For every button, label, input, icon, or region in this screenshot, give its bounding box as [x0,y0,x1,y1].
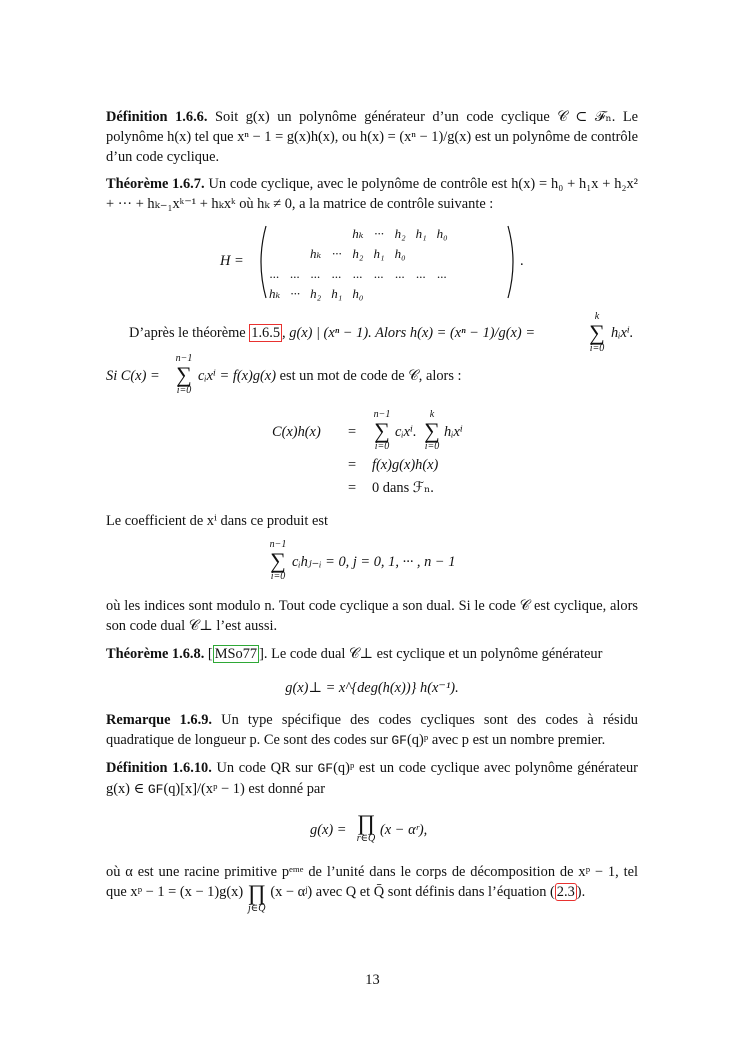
gf-label: GF [391,733,407,748]
para2-tail: est un mot de code de 𝒞, alors : [276,368,462,384]
para4-text: où les indices sont modulo n. Tout code cyclique a son dual. Si le code 𝒞 est cyclique, alors son code dual 𝒞⊥ l’est aussi. [106,598,638,634]
gf-label: GF [317,761,334,776]
sum-top: n−1 [373,409,391,420]
sum-bottom: i=0 [589,343,605,354]
matrix-end: . [520,253,524,269]
sum-icon: ∑ [176,362,192,387]
equation-ref-link[interactable]: 2.3 [556,884,575,900]
matrix-lhs: H = [220,253,244,269]
definition-text-1: Un code QR sur [216,760,318,776]
theorem-1-6-7 [106,174,638,214]
sum-operator [585,312,609,354]
para-tail: hᵢxⁱ. [611,325,634,341]
align-line-2: f(x)g(x)h(x) [372,457,439,473]
theorem-ref-link[interactable]: 1.6.5 [251,325,281,341]
coefficient-equation [266,540,506,584]
definition-text-2: (q)ᵖ est un code cyclique avec polynôme générateur g(x) ∈ [106,760,638,797]
para5-text-2: (x − αʲ) avec Q et Q̄ sont définis dans l’équation ( [270,884,555,900]
definition-text-3: (q)[x]/(xᵖ − 1) est donné par [163,781,326,797]
paragraph-primitive-root [106,862,638,922]
para-prefix: D’après le théorème [129,325,250,341]
paragraph-theorem-ref [129,312,639,356]
sum-operator [172,354,196,396]
coef-body: cᵢhⱼ₋ᵢ = 0, j = 0, 1, ··· , n − 1 [292,554,456,570]
align-line-3: 0 dans ℱₙ. [372,480,434,496]
page-number: 13 [365,972,380,988]
para2-prefix: Si C(x) = [106,368,160,384]
para5-text-1: où α est une racine primitive pᵉᵐᵉ de l’unité dans le corps de décomposition de xᵖ − 1, tel que xᵖ − 1 = (x − 1)g(x) [106,864,638,900]
matrix-row: ... ... ... ... ... ... ... ... ... [269,266,448,281]
gen-body: (x − αʳ), [380,822,428,838]
definition-label: Définition 1.6.6. [106,109,208,125]
theorem-1-6-8: Théorème 1.6.8. [ MSo77 ]. Le code dual 𝒞⊥ est cyclique et un polynôme générateur [106,646,603,662]
align-term-2: hᵢxⁱ [444,424,463,440]
sum-top: k [594,311,600,322]
remark-1-6-9 [106,710,638,751]
para2-middle: cᵢxⁱ = f(x)g(x) [198,368,276,384]
align-eq-1: = [348,424,357,440]
aligned-equations [272,410,512,500]
citation-link[interactable]: MSo77 [214,646,258,662]
product-icon: ∏ [247,880,266,905]
para3-text: Le coefficient de xⁱ dans ce produit est [106,513,329,529]
theorem-label: Théorème 1.6.7. [106,176,205,192]
paragraph-coefficient [106,511,638,531]
product-operator [247,882,267,914]
product-operator [354,812,378,844]
align-eq-2: = [348,457,357,473]
control-matrix [220,222,530,300]
matrix-row: hₖ ··· h₂ h₁ h₀ [352,226,448,241]
sum-bottom: i=0 [270,571,286,582]
sum-operator [266,540,290,582]
gf-label-2: GF [147,782,164,797]
paragraph-codeword [106,354,626,398]
sum-bottom: i=0 [374,441,390,452]
definition-label: Définition 1.6.10. [106,760,212,776]
matrix-row: hₖ ··· h₂ h₁ h₀ [269,286,364,301]
sum-icon: ∑ [589,320,605,345]
sum-top: n−1 [269,539,287,550]
sum-operator [422,410,442,452]
dual-equation-text: g(x)⊥ = x^{deg(h(x))} h(x⁻¹). [285,680,459,696]
sum-icon: ∑ [374,418,390,443]
definition-text: Soit g(x) un polynôme générateur d’un code cyclique 𝒞 ⊂ ℱₙ. Le polynôme h(x) tel que xⁿ − 1 = g(x)h(x), ou h(x) = (xⁿ − 1)/g(x) est un polynôme de contrôle d’un code cyclique. [106,109,638,165]
remark-text-2: (q)ᵖ avec p est un nombre premier. [406,732,606,748]
remark-text-1: Un type spécifique des codes cycliques sont des codes à résidu quadratique de longueur p. Ce sont des codes sur [106,712,638,748]
para5-text-3: ). [576,884,586,900]
definition-1-6-6 [106,107,638,167]
theorem-text: Un code cyclique, avec le polynôme de contrôle est h(x) = h₀ + h₁x + h₂x² + ··· + hₖ₋₁xᵏ⁻¹ + hₖxᵏ où hₖ ≠ 0, a la matrice de contrôle suivante : [106,176,638,212]
sum-top: n−1 [175,353,193,364]
product-bottom: j∈Q̄ [248,903,266,914]
product-icon: ∏ [356,810,376,835]
align-lhs: C(x)h(x) [272,424,321,440]
sum-operator [370,410,394,452]
sum-bottom: i=0 [176,385,192,396]
product-bottom: r∈Q [356,833,376,844]
matrix-body [264,224,453,304]
theorem-label: Théorème 1.6.8. [106,646,205,662]
right-paren-icon [506,224,520,300]
sum-icon: ∑ [424,418,440,443]
definition-1-6-10 [106,758,638,800]
align-term-1: cᵢxⁱ. [395,424,417,440]
remark-label: Remarque 1.6.9. [106,712,213,728]
align-eq-3: = [348,480,357,496]
gen-lhs: g(x) = [310,822,347,838]
para-middle: , g(x) | (xⁿ − 1). Alors h(x) = (xⁿ − 1)/g(x) = [282,325,536,341]
sum-icon: ∑ [270,548,286,573]
theorem-text: . Le code dual 𝒞⊥ est cyclique et un polynôme générateur [263,646,603,662]
dual-equation [106,678,638,698]
sum-bottom: i=0 [424,441,440,452]
sum-top: k [429,409,435,420]
generator-equation [310,812,490,850]
matrix-row: hₖ ··· h₂ h₁ h₀ [310,246,406,261]
paragraph-dual [106,596,638,636]
